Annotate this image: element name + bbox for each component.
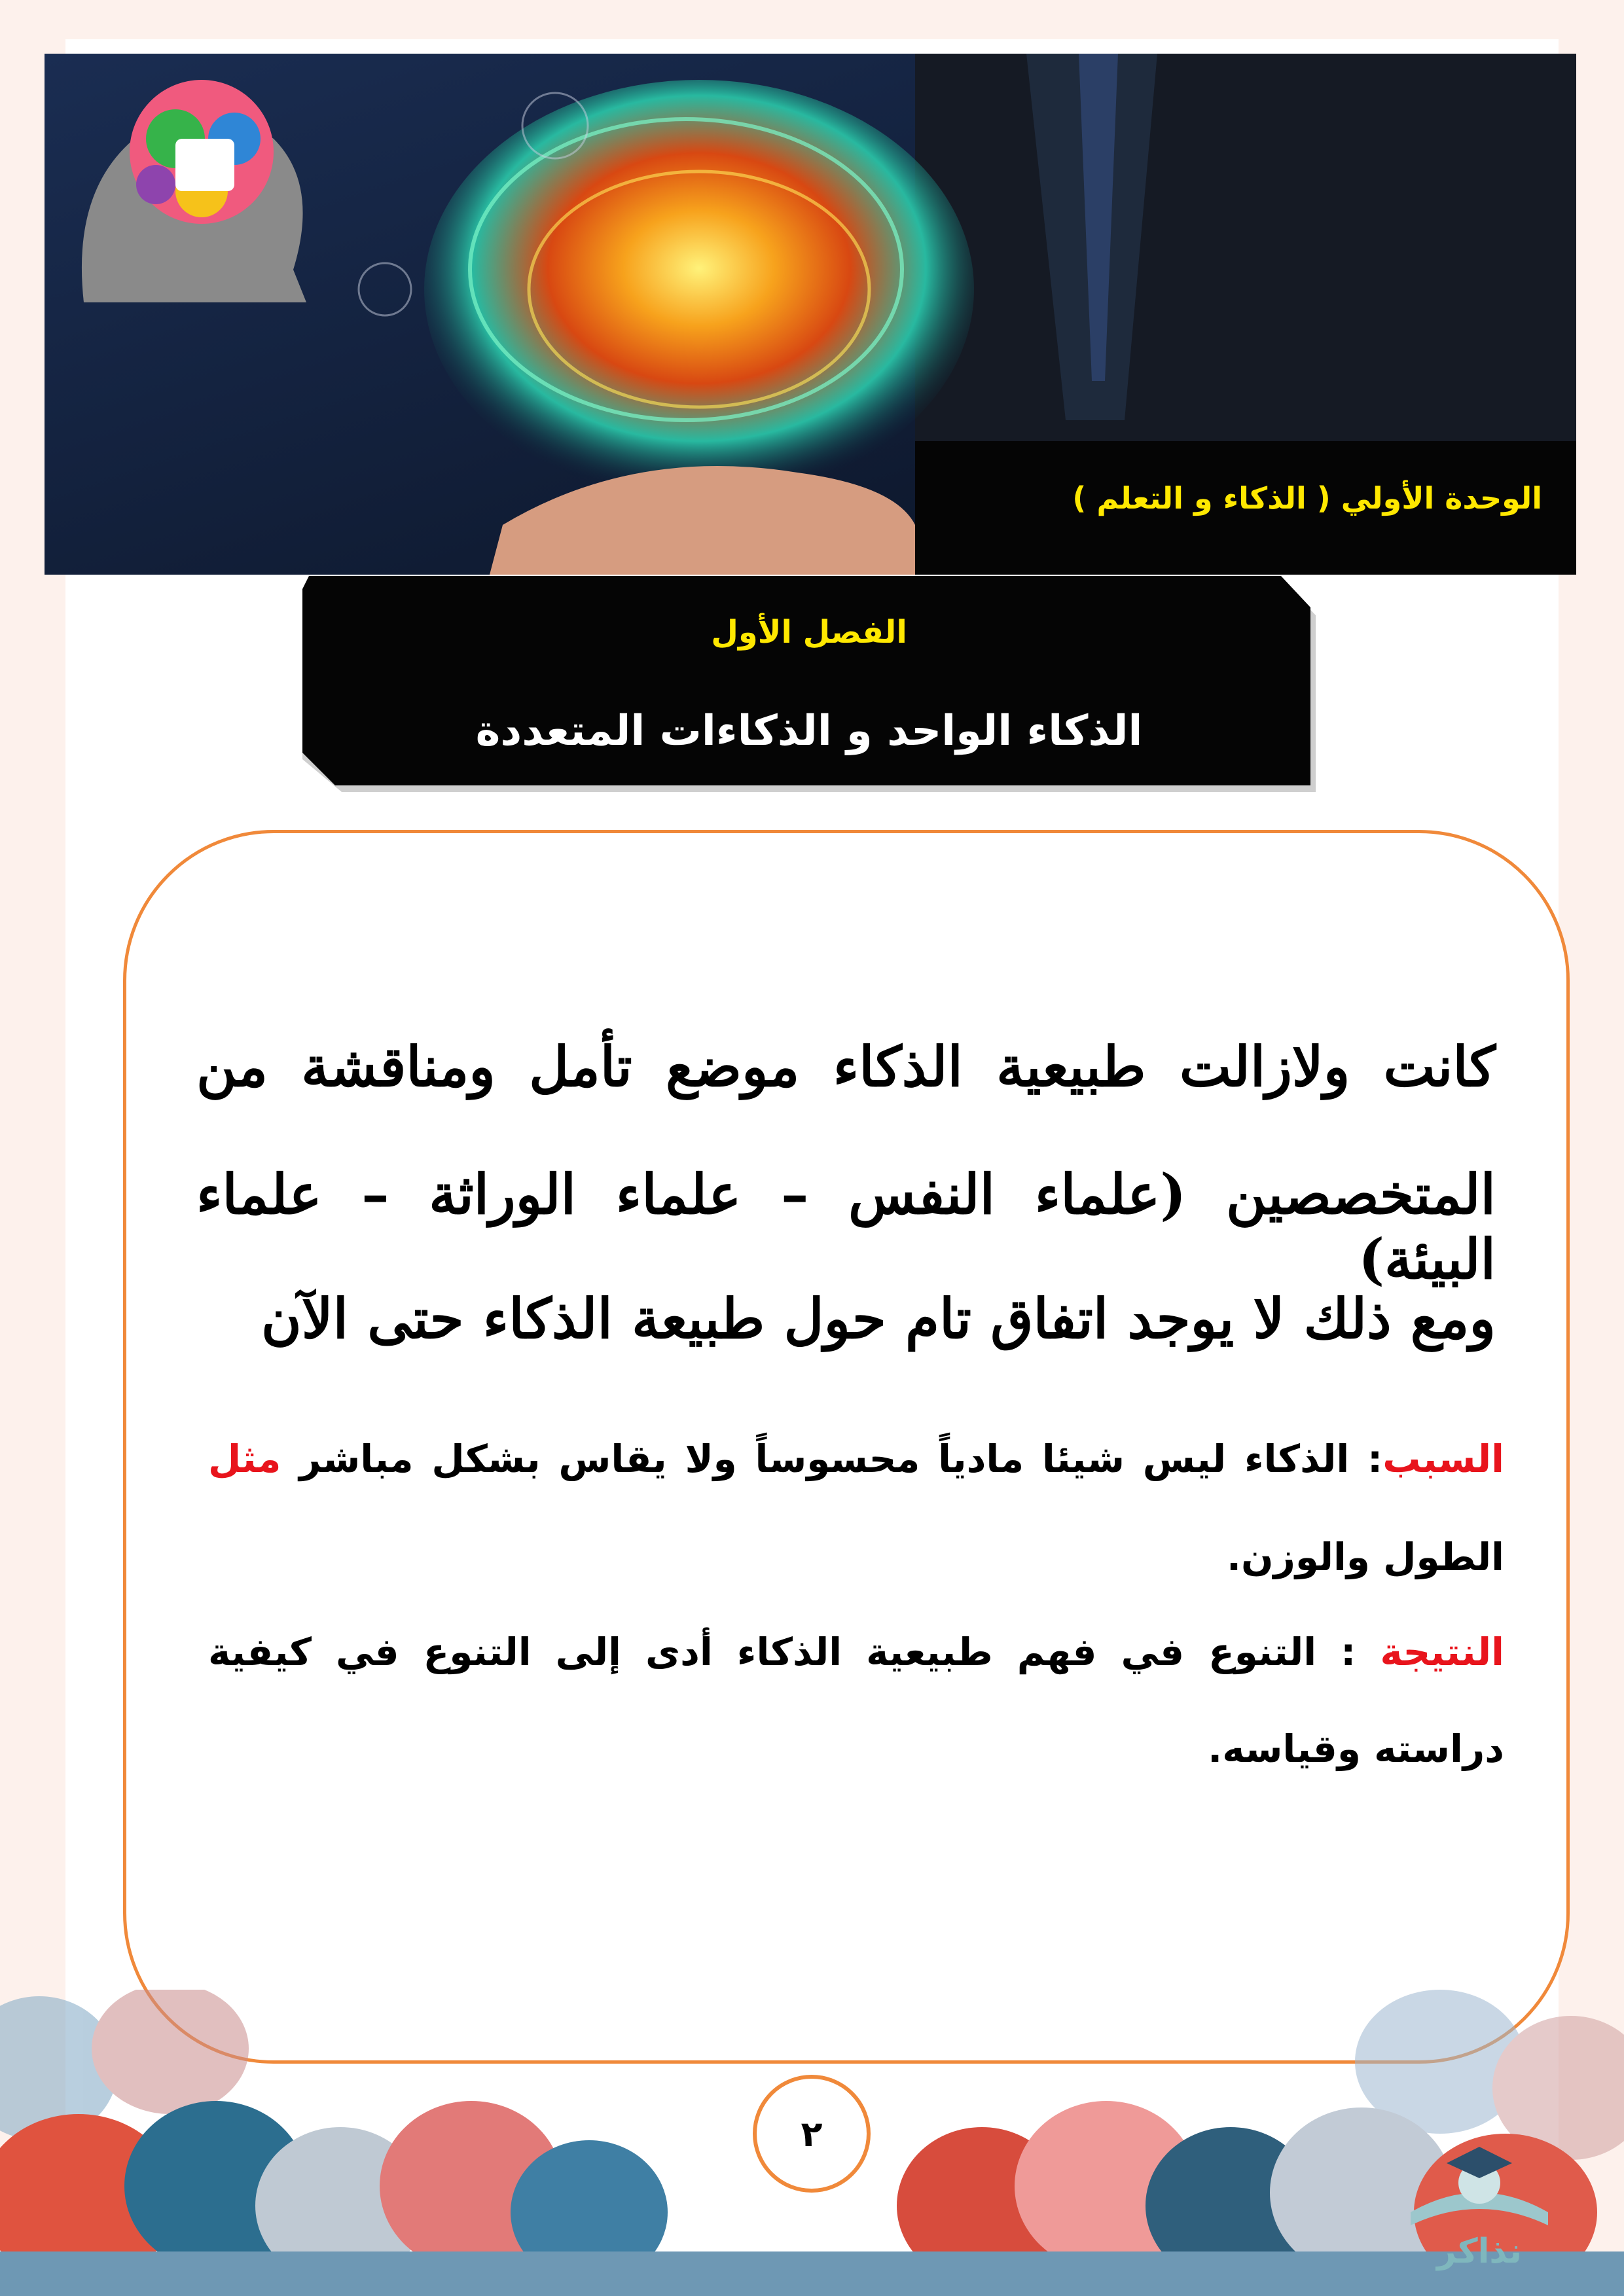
reason-highlight: مثل — [208, 1437, 281, 1481]
reason-paragraph — [208, 1437, 1504, 1481]
chapter-label: الفصل الأول — [711, 614, 907, 651]
brand-logo-text: نذاكر — [1437, 2232, 1522, 2271]
graduation-cap-icon — [1384, 2127, 1574, 2232]
page-number: ٢ — [753, 2075, 871, 2193]
reason-text: : الذكاء ليس شيئا مادياً محسوساً ولا يقاس بشكل مباشر — [299, 1437, 1383, 1481]
unit-title: الوحدة الأولي ( الذكاء و التعلم ) — [1072, 480, 1542, 516]
chapter-title-box — [302, 576, 1316, 798]
chapter-title: الذكاء الواحد و الذكاءات المتعددة — [475, 707, 1143, 755]
result-paragraph-cont: دراسته وقياسه. — [1208, 1727, 1504, 1771]
result-text: : التنوع في فهم طبيعية الذكاء أدى إلى التنوع في كيفية — [208, 1630, 1380, 1674]
result-label: النتيجة — [1380, 1630, 1504, 1674]
brand-logo — [1384, 2127, 1574, 2271]
result-paragraph — [208, 1630, 1504, 1674]
intro-line-2: المتخصصين (علماء النفس – علماء الوراثة – علماء البيئة) — [196, 1162, 1496, 1291]
reason-label: السبب — [1382, 1437, 1504, 1481]
header-banner — [45, 54, 1576, 575]
unit-title-box — [915, 441, 1576, 575]
intro-line-3: ومع ذلك لا يوجد اتفاق تام حول طبيعة الذكاء حتى الآن — [261, 1286, 1496, 1351]
reason-paragraph-cont: الطول والوزن. — [1226, 1535, 1504, 1579]
intro-line-1: كانت ولازالت طبيعية الذكاء موضع تأمل ومناقشة من — [196, 1034, 1496, 1099]
